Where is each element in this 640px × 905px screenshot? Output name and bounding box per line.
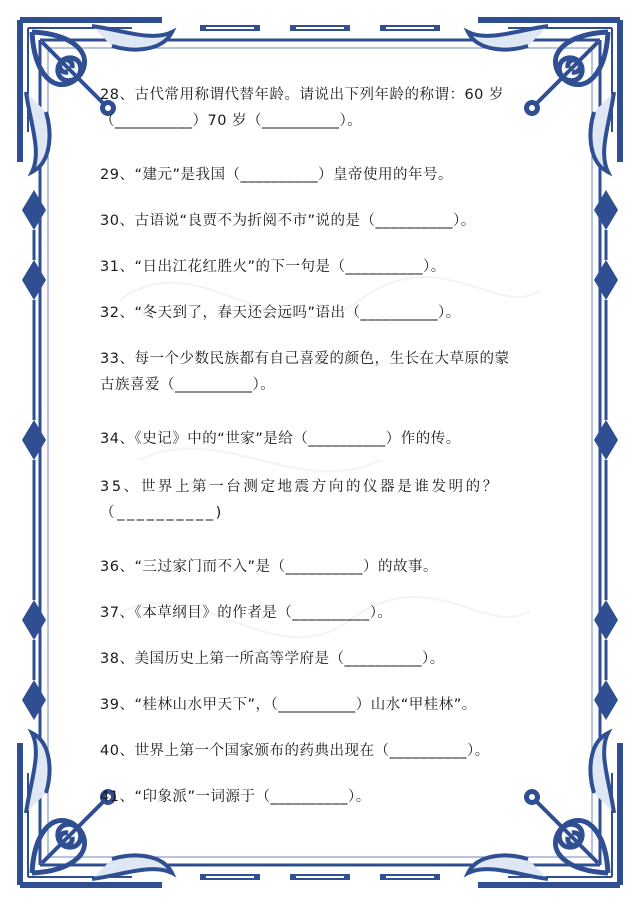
question-37: 37、《本草纲目》的作者是（__________）。 — [100, 605, 393, 621]
question-32: 32、“冬天到了，春天还会远吗”语出（__________）。 — [100, 305, 461, 321]
question-41: 41、“印象派”一词源于（__________）。 — [100, 789, 371, 805]
question-36: 36、“三过家门而不入”是（__________）的故事。 — [100, 559, 438, 575]
question-40: 40、世界上第一个国家颁布的药典出现在（__________）。 — [100, 743, 490, 759]
question-35: 35、世界上第一台测定地震方向的仪器是谁发明的？ （__________) — [100, 479, 500, 521]
question-38: 38、美国历史上第一所高等学府是（__________）。 — [100, 651, 445, 667]
question-39: 39、“桂林山水甲天下”，（__________）山水“甲桂林”。 — [100, 697, 477, 713]
question-33: 33、每一个少数民族都有自己喜爱的颜色，生长在大草原的蒙 古族喜爱（__________）。 — [100, 351, 510, 393]
question-30: 30、古语说“良贾不为折阅不市”说的是（__________）。 — [100, 213, 476, 229]
question-31: 31、“日出江花红胜火”的下一句是（__________）。 — [100, 259, 446, 275]
question-28: 28、古代常用称谓代替年龄。请说出下列年龄的称谓：60 岁 （__________）70 岁（__________）。 — [100, 87, 505, 129]
question-34: 34、《史记》中的“世家”是给（__________）作的传。 — [100, 431, 461, 447]
question-29: 29、“建元”是我国（__________）皇帝使用的年号。 — [100, 167, 453, 183]
